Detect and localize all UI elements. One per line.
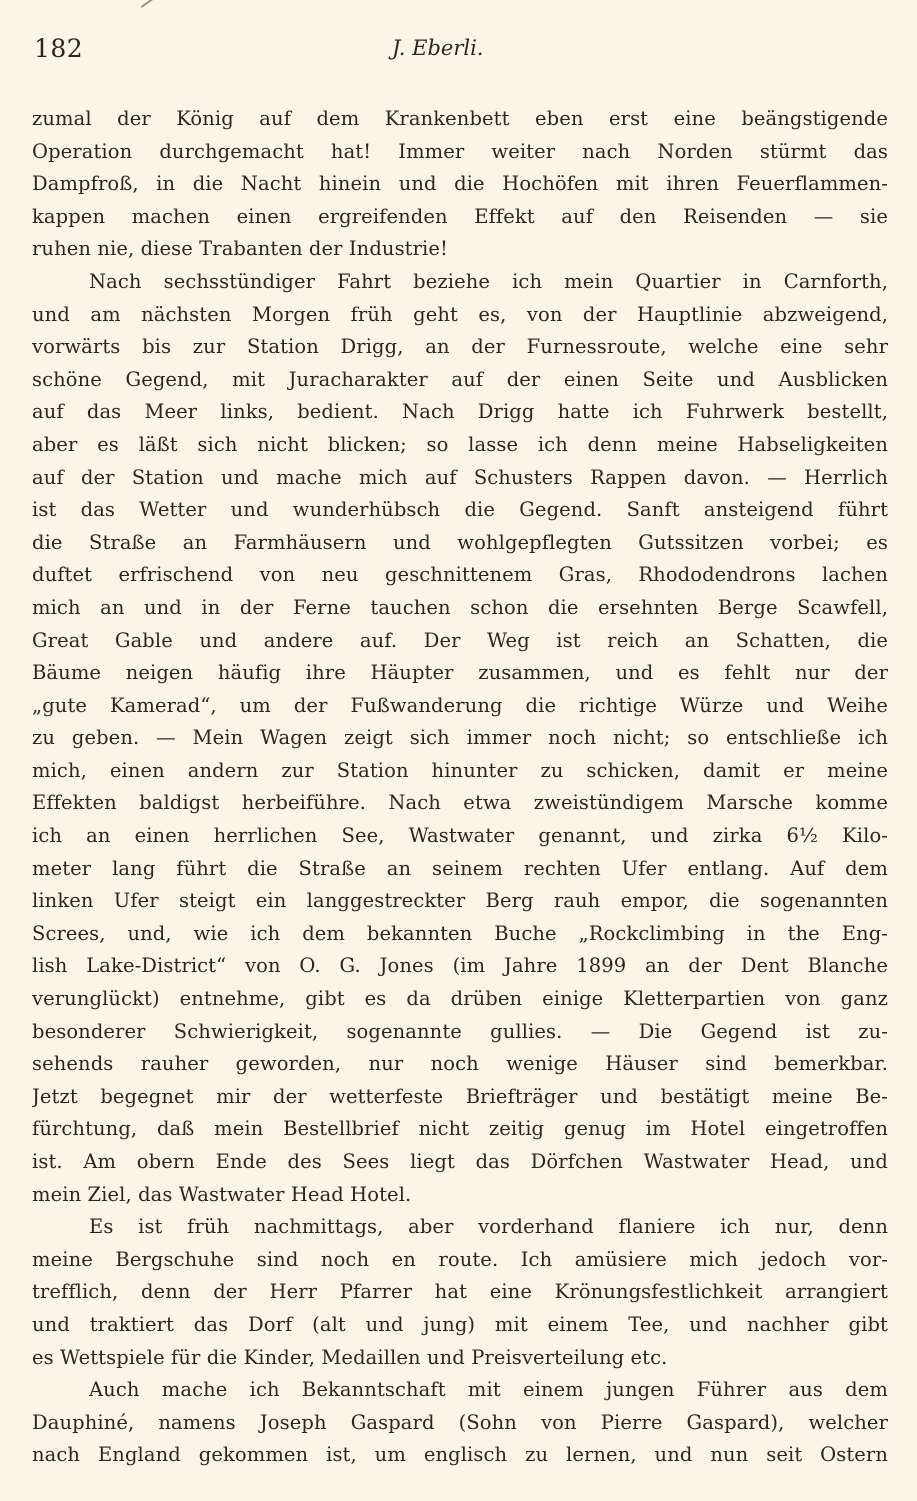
text-line: Screes, und, wie ich dem bekannten Buche „Rockclimbing in the Eng- [32,921,888,945]
text-line: nach England gekommen ist, um englisch zu lernen, und nun seit Ostern [32,1443,888,1467]
text-line: aber es läßt sich nicht blicken; so lasse ich denn meine Habseligkeiten [32,432,888,456]
text-line: duftet erfrischend von neu geschnittenem Gras, Rhododendrons lachen [32,563,888,587]
text-line: meter lang führt die Straße an seinem rechten Ufer entlang. Auf dem [32,856,888,880]
text-line: besonderer Schwierigkeit, sogenannte gullies. — Die Gegend ist zu- [32,1019,888,1043]
pencil-mark [141,0,154,8]
text-line: Dampfroß, in die Nacht hinein und die Hochöfen mit ihren Feuerflammen- [32,172,888,196]
text-line: Great Gable und andere auf. Der Weg ist reich an Schatten, die [32,628,888,652]
text-line: fürchtung, daß mein Bestellbrief nicht zeitig genug im Hotel eingetroffen [32,1117,888,1141]
page-number: 182 [34,34,84,63]
text-line: trefflich, denn der Herr Pfarrer hat eine Krönungsfestlichkeit arrangiert [32,1280,888,1304]
text-line: ist das Wetter und wunderhübsch die Gegend. Sanft ansteigend führt [32,498,888,522]
text-line: auf das Meer links, bedient. Nach Drigg hatte ich Fuhrwerk bestellt, [32,400,888,424]
text-line: mich, einen andern zur Station hinunter zu schicken, damit er meine [32,758,888,782]
text-line: ruhen nie, diese Trabanten der Industrie! [32,237,448,261]
text-line: vorwärts bis zur Station Drigg, an der Furnessroute, welche eine sehr [32,335,888,359]
text-line: ich an einen herrlichen See, Wastwater genannt, und zirka 6½ Kilo- [32,824,888,848]
text-line: schöne Gegend, mit Juracharakter auf der einen Seite und Ausblicken [32,367,888,391]
text-line: sehends rauher geworden, nur noch wenige Häuser sind bemerkbar. [32,1052,888,1076]
text-line: zumal der König auf dem Krankenbett eben erst eine beängstigende [32,107,888,130]
text-line: mein Ziel, das Wastwater Head Hotel. [32,1182,412,1206]
text-line: auf der Station und mache mich auf Schusters Rappen davon. — Herrlich [32,465,888,489]
text-line: verunglückt) entnehme, gibt es da drüben einige Kletterpartien von ganz [32,987,888,1011]
text-line: „gute Kamerad“, um der Fußwanderung die richtige Würze und Weihe [32,693,888,717]
text-line: mich an und in der Ferne tauchen schon die ersehnten Berge Scawfell, [32,595,888,619]
book-page [32,30,888,1472]
text-line: meine Bergschuhe sind noch en route. Ich amüsiere mich jedoch vor- [32,1247,888,1271]
text-line: Bäume neigen häufig ihre Häupter zusammen, und es fehlt nur der [32,661,888,685]
text-line: Dauphiné, namens Joseph Gaspard (Sohn von Pierre Gaspard), welcher [32,1410,888,1434]
text-line: kappen machen einen ergreifenden Effekt auf den Reisenden — sie [32,204,888,228]
author-name: J. Eberli. [392,36,484,60]
text-line: Operation durchgemacht hat! Immer weiter nach Norden stürmt das [32,139,888,163]
text-line: zu geben. — Mein Wagen zeigt sich immer noch nicht; so entschließe ich [32,726,888,750]
text-line: es Wettspiele für die Kinder, Medaillen und Preisverteilung etc. [32,1345,668,1369]
body-text [32,103,888,1472]
text-line: Nach sechsstündiger Fahrt beziehe ich mein Quartier in Carnforth, [89,269,888,293]
text-line: Jetzt begegnet mir der wetterfeste Briefträger und bestätigt meine Be- [32,1084,888,1108]
text-line: und traktiert das Dorf (alt und jung) mit einem Tee, und nachher gibt [32,1312,888,1336]
text-line: Effekten baldigst herbeiführe. Nach etwa zweistündigem Marsche komme [32,791,888,815]
text-line: Es ist früh nachmittags, aber vorderhand flaniere ich nur, denn [89,1215,888,1239]
text-line: ist. Am obern Ende des Sees liegt das Dörfchen Wastwater Head, und [32,1150,888,1173]
text-line: linken Ufer steigt ein langgestreckter Berg rauh empor, die sogenannten [32,889,888,913]
text-line: lish Lake-District“ von O. G. Jones (im Jahre 1899 an der Dent Blanche [32,954,888,978]
text-line: und am nächsten Morgen früh geht es, von der Hauptlinie abzweigend, [32,302,888,326]
text-line: die Straße an Farmhäusern und wohlgepflegten Gutssitzen vorbei; es [32,530,888,554]
text-line: Auch mache ich Bekanntschaft mit einem jungen Führer aus dem [89,1378,888,1402]
running-head [32,30,888,80]
